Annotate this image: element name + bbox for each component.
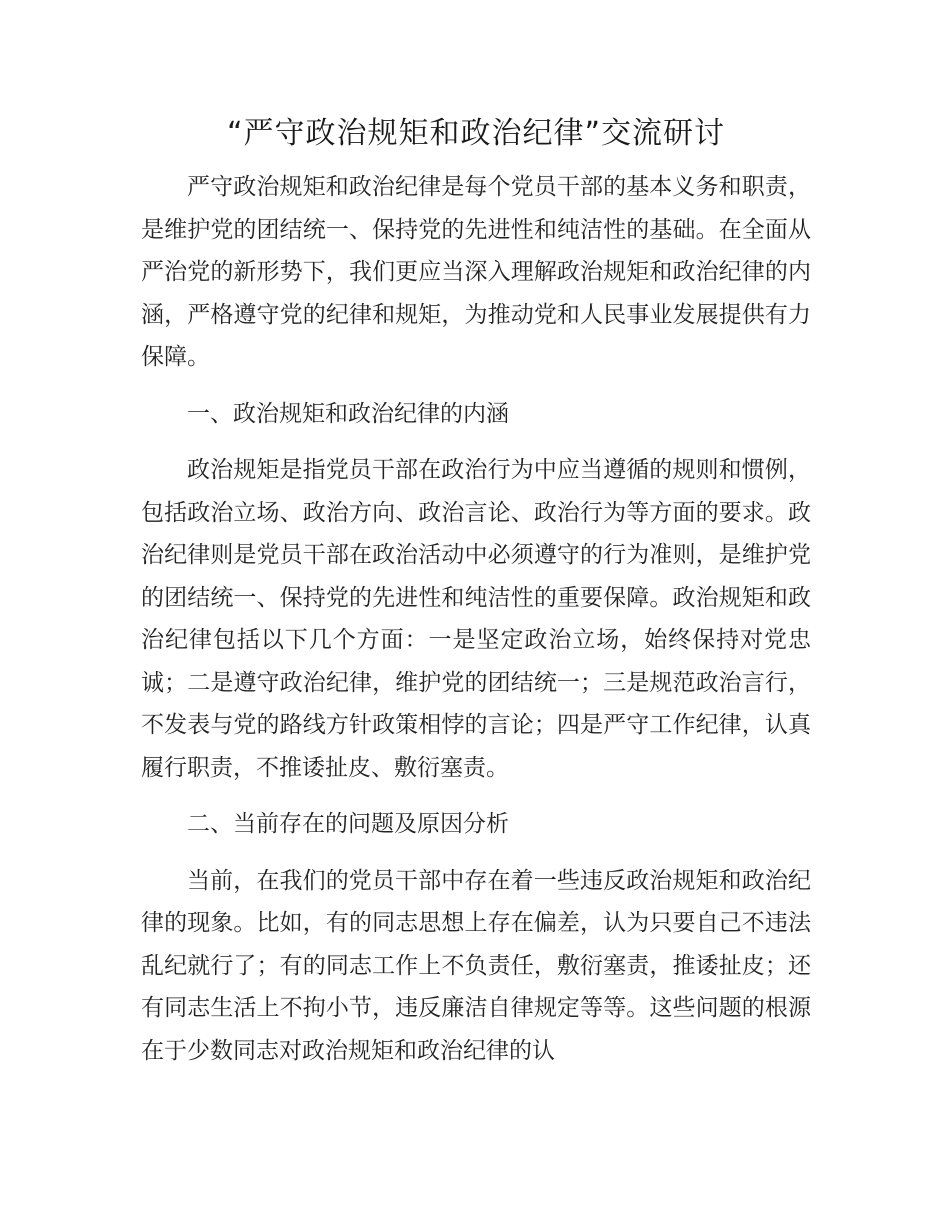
section-heading-2: 二、当前存在的问题及原因分析 (187, 811, 509, 837)
section-heading-1: 一、政治规矩和政治纪律的内涵 (187, 400, 509, 427)
paragraph-section-2: 当前，在我们的党员干部中存在着一些违反政治规矩和政治纪律的现象。比如，有的同志思想上存在偏差，认为只要自己不违法乱纪就行了；有的同志工作上不负责任，敷衍塞责，推诿扯皮；还有同志生活上不拘小节，违反廉洁自律规定等等。这些问题的根源在于少数同志对政治规矩和政治纪律的认 (141, 867, 811, 1064)
paragraph-intro: 严守政治规矩和政治纪律是每个党员干部的基本义务和职责，是维护党的团结统一、保持党的先进性和纯洁性的基础。在全面从严治党的新形势下，我们更应当深入理解政治规矩和政治纪律的内涵，严格遵守党的纪律和规矩，为推动党和人民事业发展提供有力保障。 (141, 174, 811, 370)
paragraph-section-1: 政治规矩是指党员干部在政治行为中应当遵循的规则和惯例，包括政治立场、政治方向、政治言论、政治行为等方面的要求。政治纪律则是党员干部在政治活动中必须遵守的行为准则，是维护党的团结统一、保持党的先进性和纯洁性的重要保障。政治规矩和政治纪律包括以下几个方面：一是坚定政治立场，始终保持对党忠诚；二是遵守政治纪律，维护党的团结统一；三是规范政治言行，不发表与党的路线方针政策相悖的言论；四是严守工作纪律，认真履行职责，不推诿扯皮、敷衍塞责。 (141, 457, 811, 781)
document-title: “严守政治规矩和政治纪律”交流研讨 (226, 116, 726, 151)
document-body (141, 112, 811, 1072)
